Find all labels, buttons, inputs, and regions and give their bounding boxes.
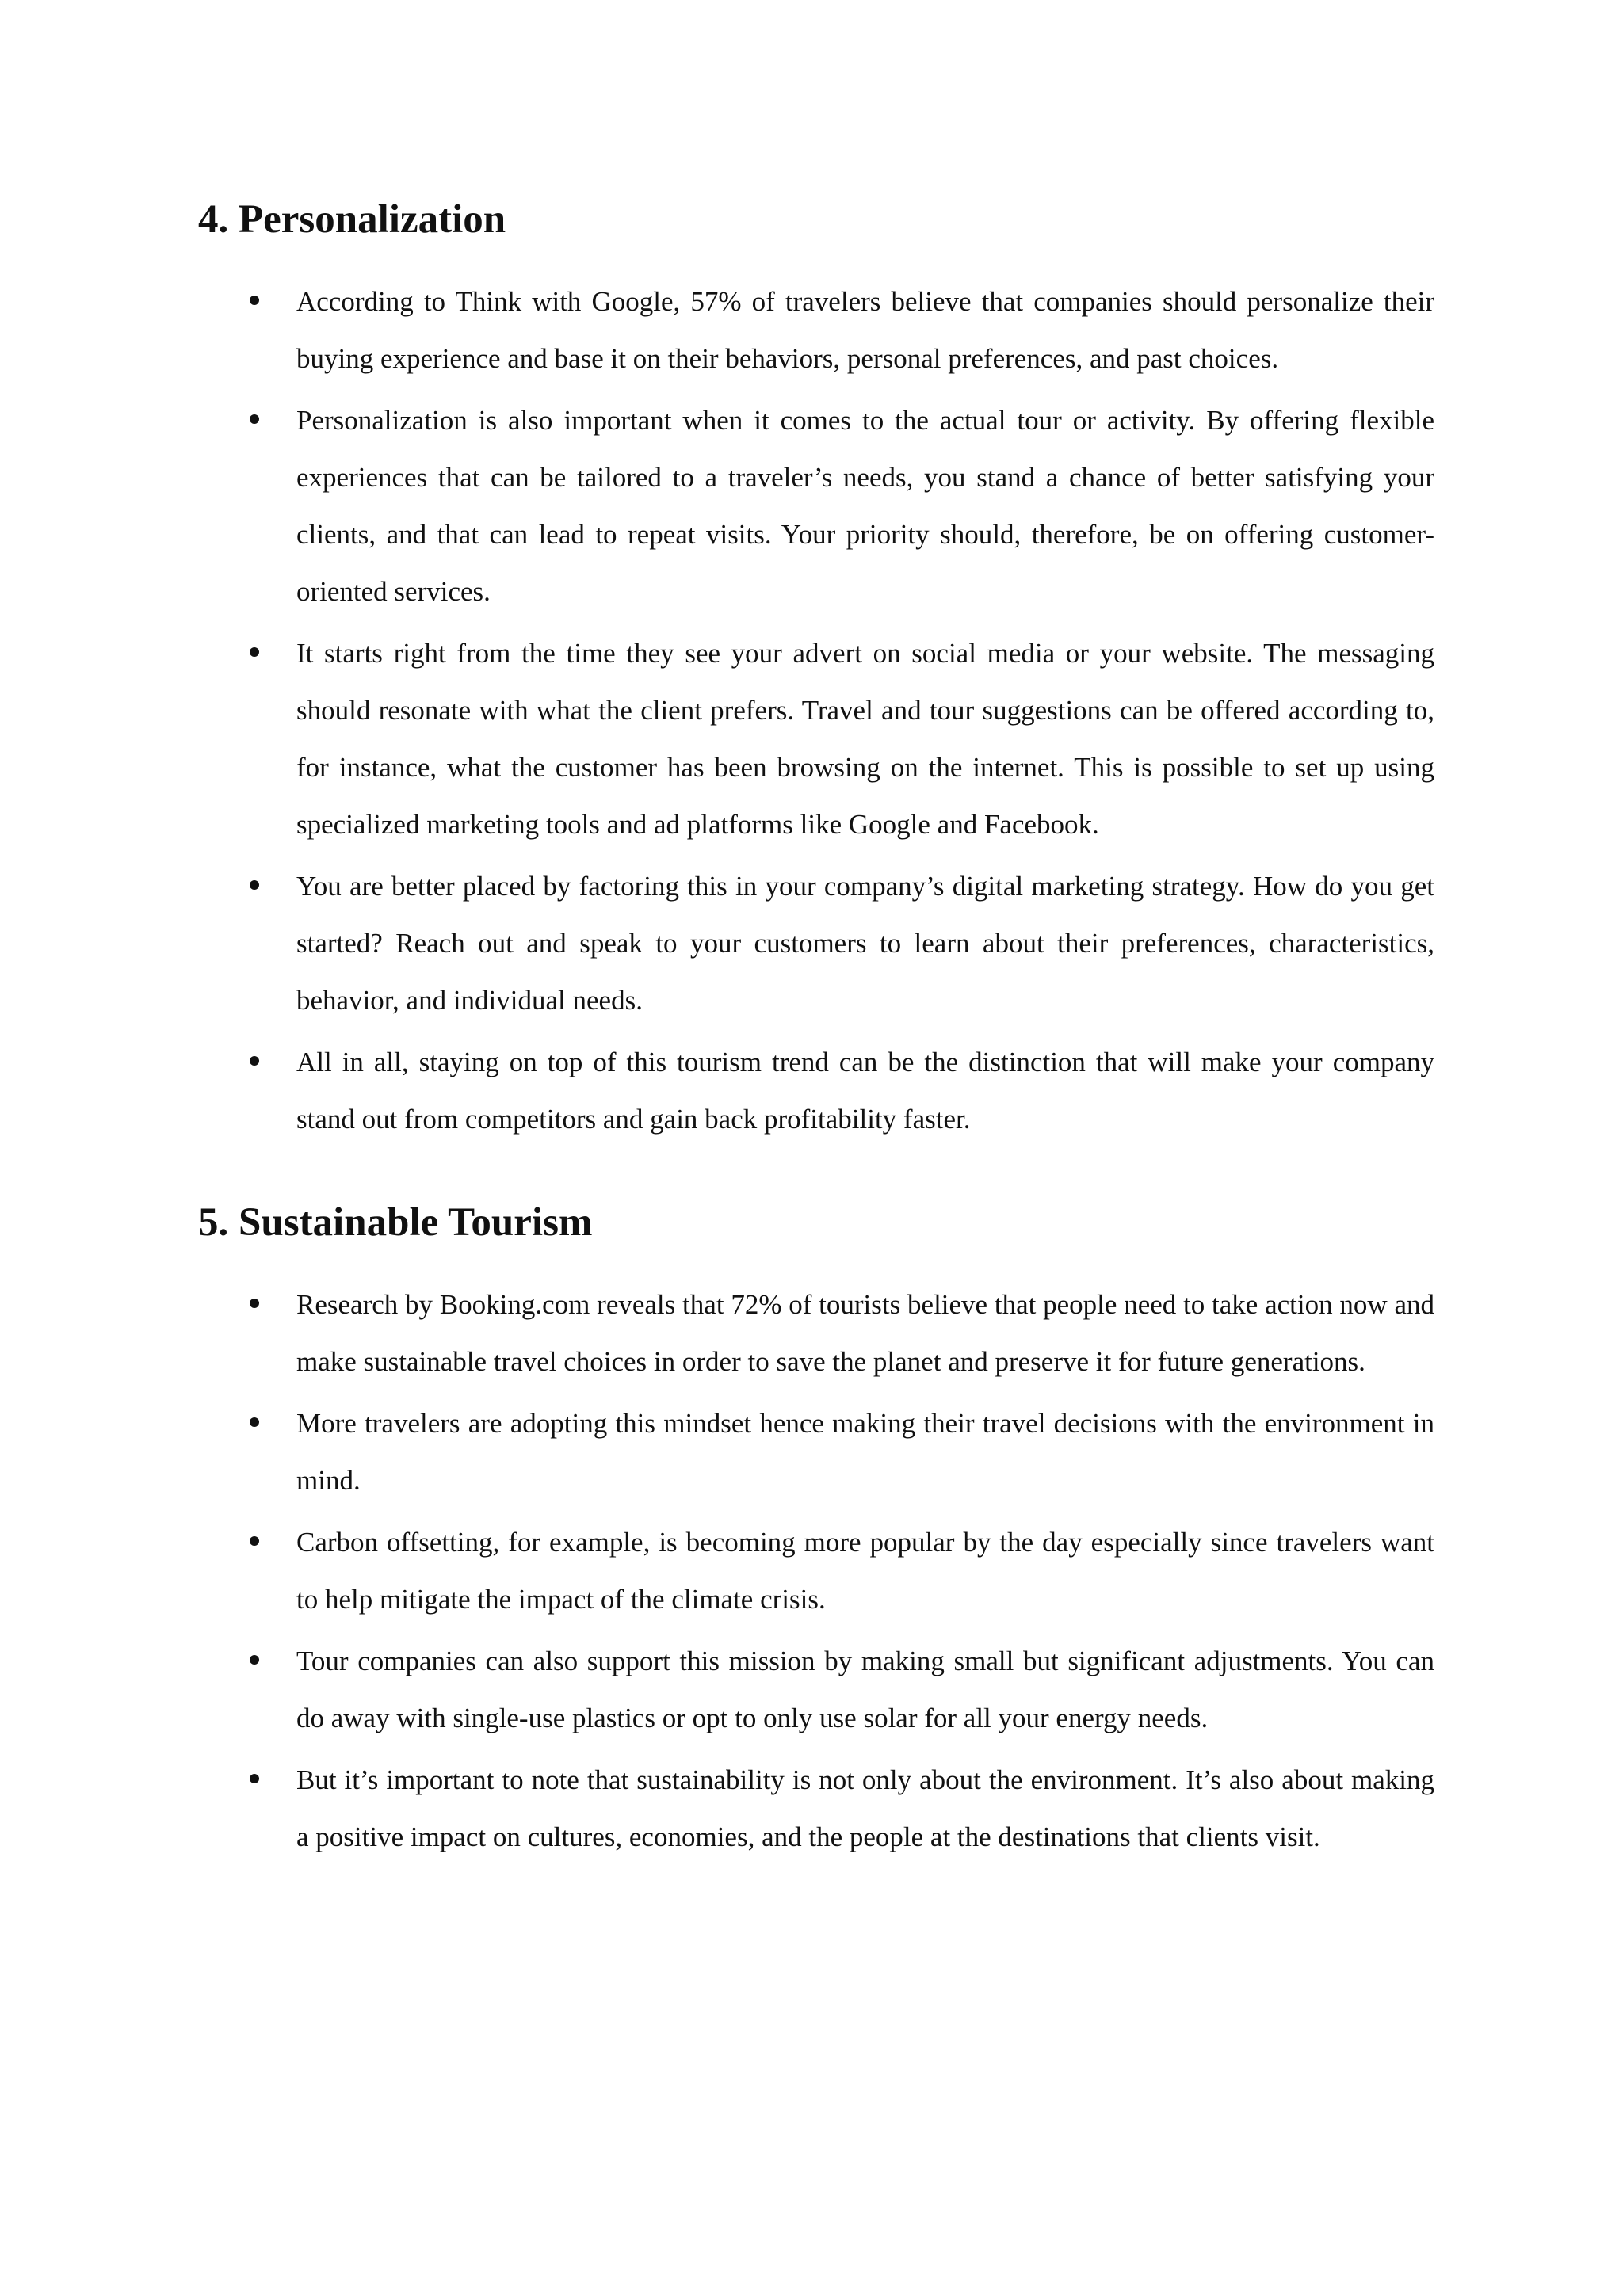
list-item — [198, 1752, 1434, 1866]
list-item — [198, 1395, 1434, 1509]
bullet-icon — [250, 1536, 259, 1546]
section-heading: 4. Personalization — [198, 197, 506, 242]
bullet-text: Personalization is also important when it comes to the actual tour or activity. By offering flexible experiences that can be tailored to a traveler’s needs, you stand a chance of better satisfying your clients, and that can lead to repeat visits. Your priority should, therefore, be on offering customer-oriented services. — [296, 405, 1434, 607]
list-item — [198, 858, 1434, 1029]
list-item — [198, 1034, 1434, 1148]
bullet-icon — [250, 1417, 259, 1427]
bullet-icon — [250, 647, 259, 657]
bullet-text: You are better placed by factoring this in your company’s digital marketing strategy. How do you get started? Reach out and speak to your customers to learn about their preferences, characteristics, behavior, and individual needs. — [296, 871, 1434, 1016]
bullet-icon — [250, 1299, 259, 1308]
bullet-text: But it’s important to note that sustainability is not only about the environment. It’s also about making a positive impact on cultures, economies, and the people at the destinations that clients visit. — [296, 1764, 1434, 1852]
bullet-text: Research by Booking.com reveals that 72% of tourists believe that people need to take action now and make sustainable travel choices in order to save the planet and preserve it for future generations. — [296, 1289, 1434, 1377]
bullet-icon — [250, 1774, 259, 1783]
list-item — [198, 392, 1434, 620]
list-item — [198, 1276, 1434, 1390]
bullet-text: According to Think with Google, 57% of travelers believe that companies should personalize their buying experience and base it on their behaviors, personal preferences, and past choices. — [296, 286, 1434, 374]
bullet-text: All in all, staying on top of this tourism trend can be the distinction that will make your company stand out from competitors and gain back profitability faster. — [296, 1047, 1434, 1135]
bullet-text: It starts right from the time they see your advert on social media or your website. The messaging should resonate with what the client prefers. Travel and tour suggestions can be offered according to, for instance, what the customer has been browsing on the internet. This is possible to set up using specialized marketing tools and ad platforms like Google and Facebook. — [296, 638, 1434, 840]
bullet-text: More travelers are adopting this mindset hence making their travel decisions with the environment in mind. — [296, 1408, 1434, 1496]
section-sustainable-tourism — [198, 1195, 1434, 1871]
bullet-text: Carbon offsetting, for example, is becoming more popular by the day especially since travelers want to help mitigate the impact of the climate crisis. — [296, 1527, 1434, 1615]
list-item — [198, 273, 1434, 387]
bullet-icon — [250, 296, 259, 305]
bullet-text: Tour companies can also support this mission by making small but significant adjustments. You can do away with single-use plastics or opt to only use solar for all your energy needs. — [296, 1646, 1434, 1733]
list-item — [198, 625, 1434, 853]
bullet-list — [198, 1276, 1434, 1866]
bullet-icon — [250, 880, 259, 890]
list-item — [198, 1633, 1434, 1747]
bullet-icon — [250, 414, 259, 424]
section-personalization — [198, 192, 1434, 1153]
bullet-list — [198, 273, 1434, 1148]
list-item — [198, 1514, 1434, 1628]
section-heading: 5. Sustainable Tourism — [198, 1200, 593, 1245]
bullet-icon — [250, 1056, 259, 1066]
bullet-icon — [250, 1655, 259, 1665]
